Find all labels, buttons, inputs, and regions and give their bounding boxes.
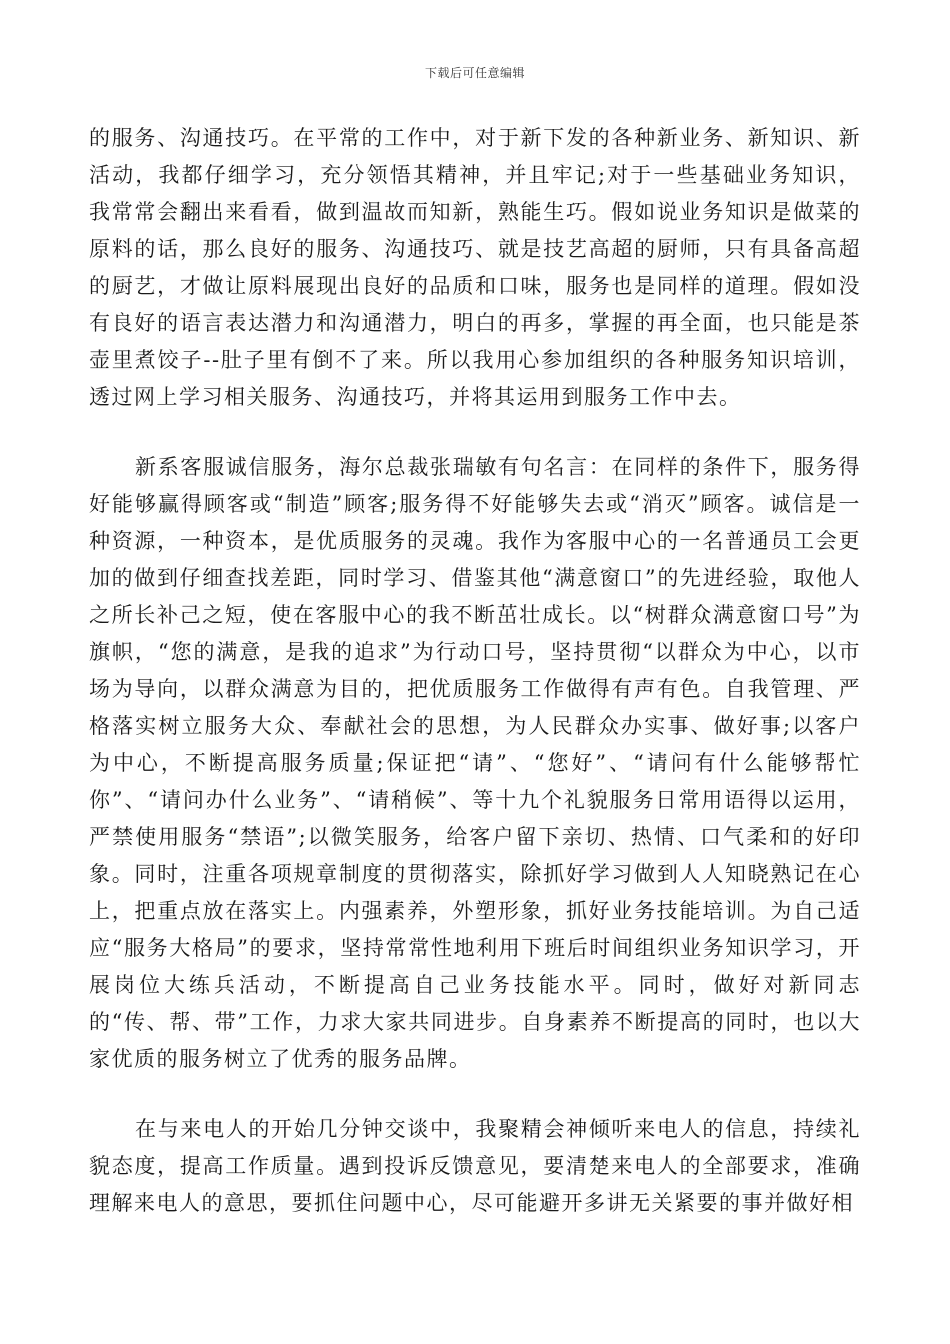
paragraph-3: 在与来电人的开始几分钟交谈中，我聚精会神倾听来电人的信息，持续礼貌态度，提高工作质量。遇到投诉反馈意见，要清楚来电人的全部要求，准确理解来电人的意思，要抓住问题中心，尽可能避开多讲无关紧要的事并做好相 [89, 1117, 861, 1215]
paragraph-1: 的服务、沟通技巧。在平常的工作中，对于新下发的各种新业务、新知识、新活动，我都仔细学习，充分领悟其精神，并且牢记;对于一些基础业务知识，我常常会翻出来看看，做到温故而知新，熟能生巧。假如说业务知识是做菜的原料的话，那么良好的服务、沟通技巧、就是技艺高超的厨师，只有具备高超的厨艺，才做让原料展现出良好的品质和口味，服务也是同样的道理。假如没有良好的语言表达潜力和沟通潜力，明白的再多，掌握的再全面，也只能是茶壶里煮饺子--肚子里有倒不了来。所以我用心参加组织的各种服务知识培训，透过网上学习相关服务、沟通技巧，并将其运用到服务工作中去。 [89, 126, 861, 409]
document-body [89, 120, 861, 1222]
page-header-note: 下载后可任意编辑 [424, 66, 525, 80]
paragraph-2: 新系客服诚信服务，海尔总裁张瑞敏有句名言：在同样的条件下，服务得好能够赢得顾客或“制造”顾客;服务得不好能够失去或“消灭”顾客。诚信是一种资源，一种资本，是优质服务的灵魂。我作为客服中心的一名普通员工会更加的做到仔细查找差距，同时学习、借鉴其他“满意窗口”的先进经验，取他人之所长补己之短，使在客服中心的我不断茁壮成长。以“树群众满意窗口号”为旗帜，“您的满意，是我的追求”为行动口号，坚持贯彻“以群众为中心，以市场为导向，以群众满意为目的，把优质服务工作做得有声有色。自我管理、严格落实树立服务大众、奉献社会的思想，为人民群众办实事、做好事;以客户为中心，不断提高服务质量;保证把“请”、“您好”、“请问有什么能够帮忙你”、“请问办什么业务”、“请稍候”、等十九个礼貌服务日常用语得以运用，严禁使用服务“禁语”;以微笑服务，给客户留下亲切、热情、口气柔和的好印象。同时，注重各项规章制度的贯彻落实，除抓好学习做到人人知晓熟记在心上，把重点放在落实上。内强素养，外塑形象，抓好业务技能培训。为自己适应“服务大格局”的要求，坚持常常性地利用下班后时间组织业务知识学习，开展岗位大练兵活动，不断提高自己业务技能水平。同时，做好对新同志的“传、帮、带”工作，力求大家共同进步。自身素养不断提高的同时，也以大家优质的服务树立了优秀的服务品牌。 [89, 455, 861, 1071]
